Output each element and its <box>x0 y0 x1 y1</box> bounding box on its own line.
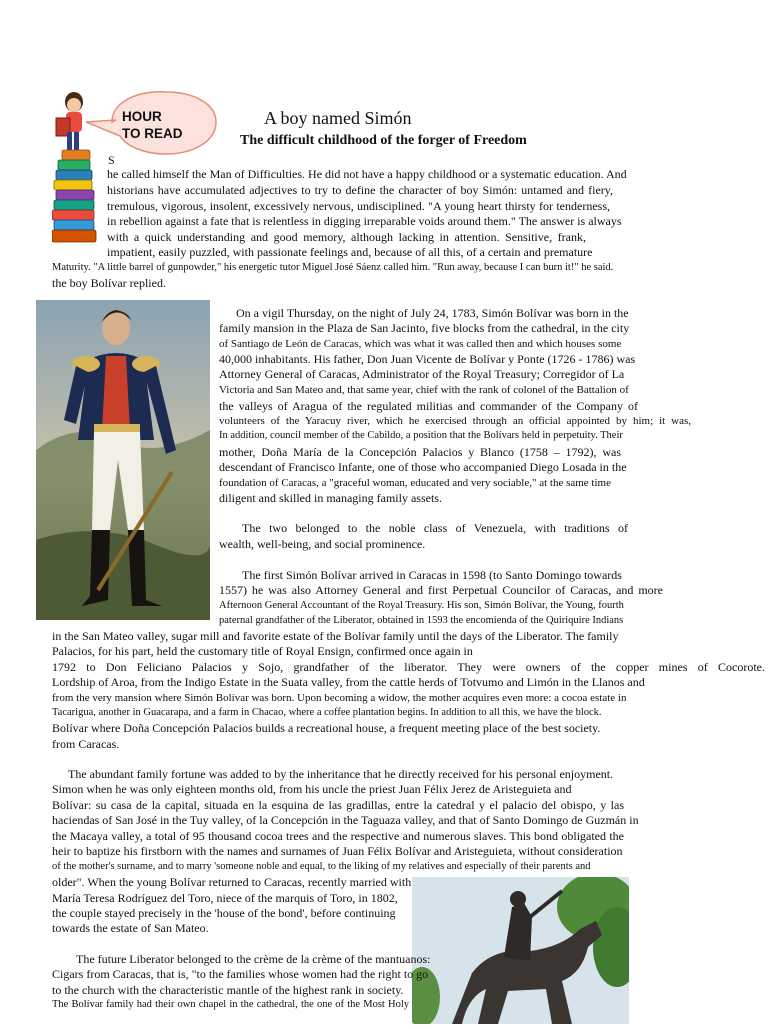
hour-to-read-bubble <box>82 88 218 156</box>
text-line: in rebellion against a fate that is relentless in digging irreparable voids around them." The answer is always <box>107 214 622 228</box>
text-line: 40,000 inhabitants. His father, Don Juan Vicente de Bolívar y Ponte (1726 - 1786) was <box>219 352 636 366</box>
text-line: Simon when he was only eighteen months old, from his uncle the priest Juan Félix Jerez de Aristeguieta and <box>52 782 572 796</box>
drop-cap: S <box>108 153 115 167</box>
text-line: Afternoon General Accountant of the Royal Treasury. His son, Simón Bolívar, the Young, fourth <box>219 600 624 611</box>
bubble-line-2: TO READ <box>122 126 183 141</box>
text-line: the Macaya valley, a total of 95 thousand cocoa trees and the respective and numerous slaves. This bond obligated the <box>52 829 624 843</box>
text-line: with a quick understanding and good memory, although lacking in attention. Sensitive, frank, <box>107 230 586 244</box>
text-line: foundation of Caracas, a "graceful woman, educated and very sociable," at the same time <box>219 477 611 489</box>
text-line: In addition, council member of the Cabildo, a position that the Bolívars held in perpetuity. Their <box>219 430 623 441</box>
text-line: Tacarigua, another in Guacarapa, and a farm in Chacao, where a coffee plantation begins. In addition to all this, we have the block. <box>52 707 602 718</box>
text-line: 1557) he was also Attorney General and first Perpetual Councilor of Caracas, and more <box>219 583 663 597</box>
text-line: the couple stayed precisely in the 'house of the bond', before continuing <box>52 906 396 920</box>
equestrian-statue-photo <box>412 877 629 1024</box>
text-line: of Santiago de León de Caracas, which was what it was called then and which houses some <box>219 338 622 350</box>
text-line: haciendas of San José in the Tuy valley, of la Concepción in the Taguaza valley, and that of Santo Domingo de Guzmán in <box>52 813 639 827</box>
text-line: impatient, easily puzzled, with passionate feelings and, because of all this, of a certain and premature <box>107 245 593 259</box>
text-line: Bolívar where Doña Concepción Palacios builds a recreational house, a frequent meeting place of the best society. <box>52 721 601 735</box>
page-subtitle: The difficult childhood of the forger of Freedom <box>240 133 527 148</box>
text-line: 1792 to Don Feliciano Palacios y Sojo, grandfather of the liberator. They were owners of the copper mines of Cocorote. <box>52 660 765 674</box>
text-line: mother, Doña María de la Concepción Palacios y Blanco (1758 – 1792), was <box>219 445 621 459</box>
text-line: historians have accumulated adjectives to try to define the character of boy Simón: untamed and fiery, <box>107 183 613 197</box>
text-line: The abundant family fortune was added to by the inheritance that he directly received for his personal enjoyment. <box>68 767 614 781</box>
text-line: The Bolívar family had their own chapel in the cathedral, the one of the Most Holy <box>52 999 409 1010</box>
text-line: of the mother's surname, and to marry 'someone noble and equal, to the liking of my relatives and especially of their parents and <box>52 861 591 872</box>
text-line: The two belonged to the noble class of Venezuela, with traditions of <box>242 521 628 535</box>
text-line: heir to baptize his firstborn with the names and surnames of Juan Félix Bolívar and Aristeguieta, without consideration <box>52 844 623 858</box>
page-title: A boy named Simón <box>264 108 412 128</box>
text-line: On a vigil Thursday, on the night of July 24, 1783, Simón Bolívar was born in the <box>236 306 629 320</box>
text-line: Cigars from Caracas, that is, "to the families whose women had the right to go <box>52 967 429 981</box>
text-line: from the very mansion where Simón Bolívar was born. Upon becoming a widow, the mother acquires even more: a cocoa estate in <box>52 692 627 704</box>
bubble-line-1: HOUR <box>122 109 162 124</box>
text-line: The first Simón Bolívar arrived in Caracas in 1598 (to Santo Domingo towards <box>242 568 622 582</box>
text-line: wealth, well-being, and social prominence. <box>219 537 426 551</box>
text-line: in the San Mateo valley, sugar mill and favorite estate of the Bolívar family until the days of the Liberator. The family <box>52 629 619 643</box>
text-line: the valleys of Aragua of the regulated militias and commander of the Company of <box>219 399 638 413</box>
text-line: the boy Bolívar replied. <box>52 276 166 290</box>
text-line: family mansion in the Plaza de San Jacinto, five blocks from the cathedral, in the city <box>219 321 630 335</box>
text-line: María Teresa Rodríguez del Toro, niece of the marquis of Toro, in 1802, <box>52 891 398 905</box>
text-line: diligent and skilled in managing family assets. <box>219 491 442 505</box>
text-line: he called himself the Man of Difficulties. He did not have a happy childhood or a systematic education. And <box>107 167 627 181</box>
text-line: The future Liberator belonged to the crème de la crème of the mantuanos: <box>76 952 431 966</box>
text-line: Attorney General of Caracas, Administrator of the Royal Treasury; Corregidor of La <box>219 367 625 381</box>
text-line: volunteers of the Yaracuy river, which he exercised through an official appointed by him; it was, <box>219 415 691 427</box>
text-line: to the church with the characteristic mantle of the highest rank in society. <box>52 983 404 997</box>
simon-bolivar-portrait <box>36 300 210 620</box>
text-line: Victoria and San Mateo and, that same year, chief with the rank of colonel of the Battalion of <box>219 384 629 396</box>
text-line: Maturity. "A little barrel of gunpowder," his energetic tutor Miguel José Sáenz called him. "Run away, because I can burn it!" he said. <box>52 262 614 273</box>
text-line: from Caracas. <box>52 737 120 751</box>
text-line: Palacios, for his part, held the customary title of Royal Ensign, confirmed once again in <box>52 644 473 658</box>
text-line: paternal grandfather of the Liberator, obtained in 1593 the encomienda of the Quiriquire Indians <box>219 615 624 626</box>
text-line: tremulous, vigorous, insolent, excessively nervous, undisciplined. "A young heart thirsty for tenderness, <box>107 199 610 213</box>
text-line: descendant of Francisco Infante, one of those who accompanied Diego Losada in the <box>219 460 627 474</box>
text-line: towards the estate of San Mateo. <box>52 921 209 935</box>
text-line: older". When the young Bolívar returned to Caracas, recently married with <box>52 875 412 889</box>
text-line: Bolívar: su casa de la capital, situada en la esquina de las gradillas, entre la catedral y el palacio del obispo, y las <box>52 798 624 812</box>
text-line: Lordship of Aroa, from the Indigo Estate in the Suata valley, from the cattle herds of Totvumo and Limón in the Llanos and <box>52 675 645 689</box>
